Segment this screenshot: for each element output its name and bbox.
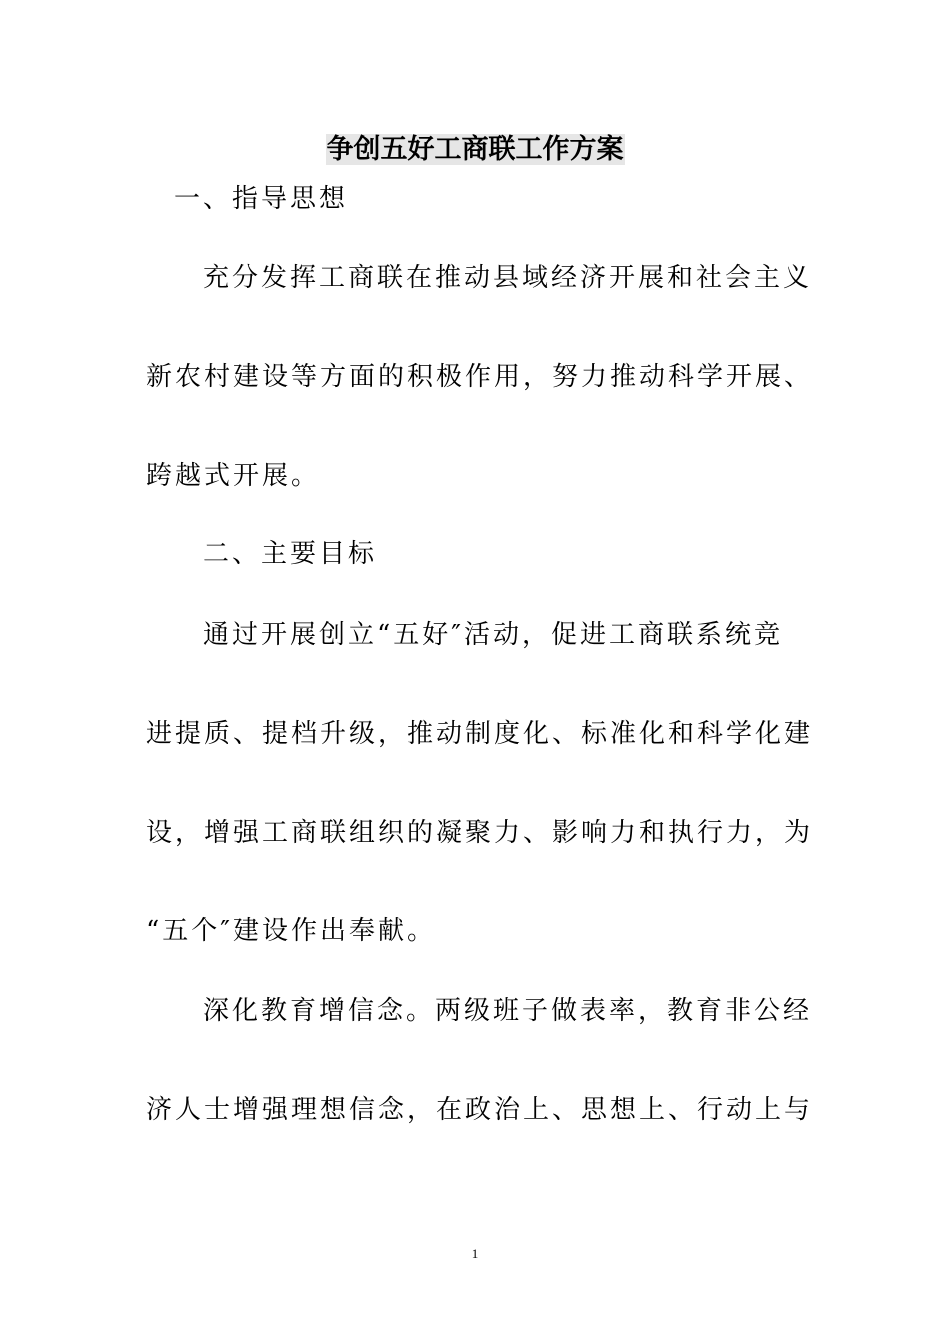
paragraph-line: 充分发挥工商联在推动县域经济开展和社会主义 [203,263,813,293]
paragraph-line: “五个″建设作出奉献。 [146,916,437,946]
document-title: 争创五好工商联工作方案 [326,134,624,165]
paragraph-line: 设，增强工商联组织的凝聚力、影响力和执行力，为 [146,818,814,848]
heading-guiding-ideology: 一、指导思想 [174,184,349,214]
paragraph-line: 济人士增强理想信念，在政治上、思想上、行动上与 [146,1095,814,1125]
page-number: 1 [471,1246,479,1261]
paragraph-line: 跨越式开展。 [146,461,321,491]
paragraph-line: 通过开展创立“五好″活动，促进工商联系统竞 [203,620,784,650]
heading-main-goals: 二、主要目标 [203,539,378,569]
paragraph-line: 新农村建设等方面的积极作用，努力推动科学开展、 [146,362,814,392]
paragraph-line: 进提质、提档升级，推动制度化、标准化和科学化建 [146,719,814,749]
paragraph-line: 深化教育增信念。两级班子做表率，教育非公经 [203,996,813,1026]
